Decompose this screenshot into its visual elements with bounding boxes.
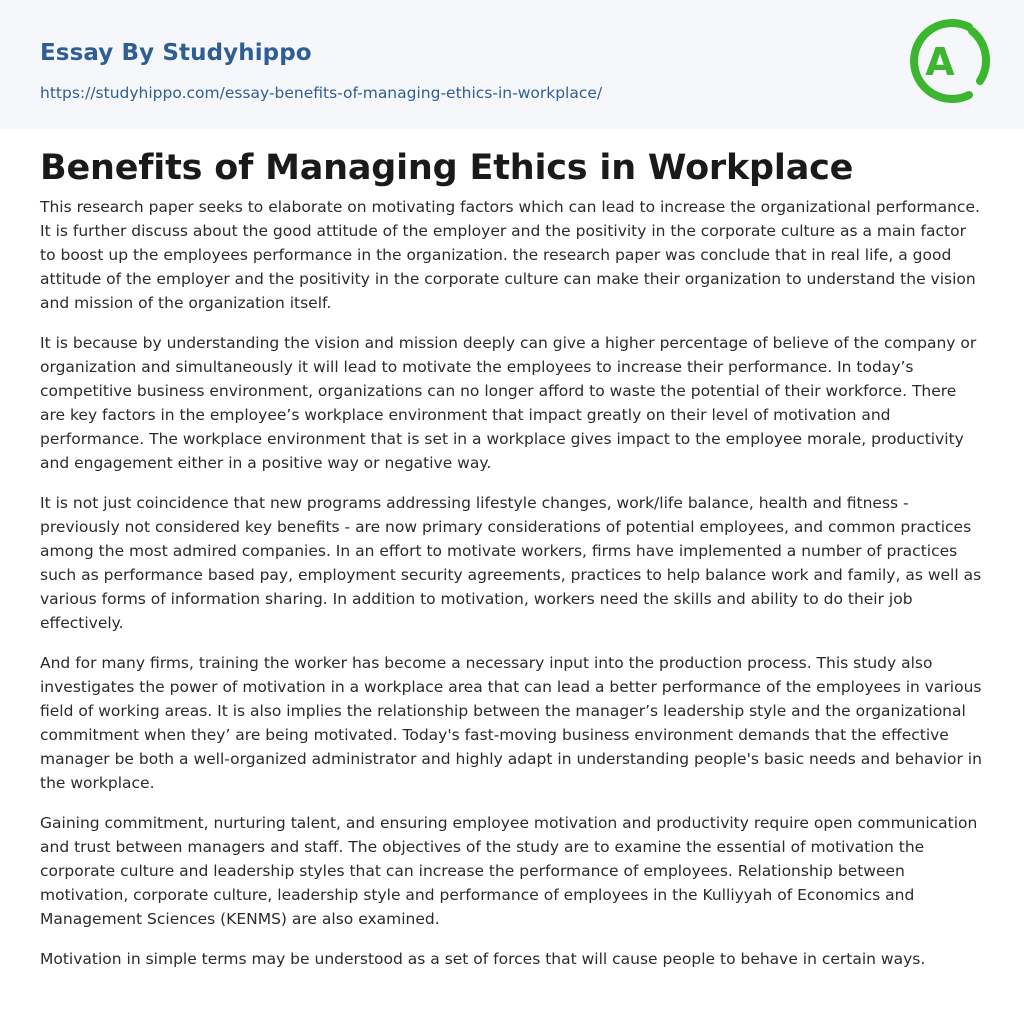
essay-paragraph-2: It is because by understanding the vision and mission deeply can give a higher percentage of believe of the company or organization and simultaneously it will lead to motivate the employees to increase their performance. In today’s competitive business environment, organizations can no longer afford to waste the potential of their workforce. There are key factors in the employee’s workplace environment that impact greatly on their level of motivation and performance. The workplace environment that is set in a workplace gives impact to the employee morale, productivity and engagement either in a positive way or negative way. (40, 334, 977, 472)
essay-body (40, 195, 986, 987)
essay-paragraph-1: This research paper seeks to elaborate on motivating factors which can lead to increase the organizational performance. It is further discuss about the good attitude of the employer and the positivity in the corporate culture as a main factor to boost up the employees performance in the organization. the research paper was conclude that in real life, a good attitude of the employer and the positivity in the corporate culture can make their organization to understand the vision and mission of the organization itself. (40, 198, 980, 312)
essay-paragraph-6: Motivation in simple terms may be understood as a set of forces that will cause people to behave in certain ways. (40, 950, 926, 968)
logo-letter: A (925, 40, 955, 84)
page-title: Benefits of Managing Ethics in Workplace (40, 148, 854, 188)
essay-paragraph-3: It is not just coincidence that new programs addressing lifestyle changes, work/life balance, health and fitness - previously not considered key benefits - are now primary considerations of potential employees, and common practices among the most admired companies. In an effort to motivate workers, firms have implemented a number of practices such as performance based pay, employment security agreements, practices to help balance work and family, as well as various forms of information sharing. In addition to motivation, workers need the skills and ability to do their job effectively. (40, 494, 982, 632)
source-url-link[interactable]: https://studyhippo.com/essay-benefits-of-managing-ethics-in-workplace/ (40, 84, 603, 102)
essay-paragraph-4: And for many firms, training the worker has become a necessary input into the production process. This study also investigates the power of motivation in a workplace area that can lead a better performance of the employees in various field of working areas. It is also implies the relationship between the manager’s leadership style and the organizational commitment when they’ are being motivated. Today's fast-moving business environment demands that the effective manager be both a well-organized administrator and highly adapt in understanding people's basic needs and behavior in the workplace. (40, 654, 982, 792)
brand-title[interactable]: Essay By Studyhippo (40, 40, 312, 66)
studyhippo-logo-icon[interactable] (906, 15, 992, 107)
essay-paragraph-5: Gaining commitment, nurturing talent, and ensuring employee motivation and productivity require open communication and trust between managers and staff. The objectives of the study are to examine the essential of motivation the corporate culture and leadership styles that can increase the performance of employees. Relationship between motivation, corporate culture, leadership style and performance of employees in the Kulliyyah of Economics and Management Sciences (KENMS) are also examined. (40, 814, 978, 928)
